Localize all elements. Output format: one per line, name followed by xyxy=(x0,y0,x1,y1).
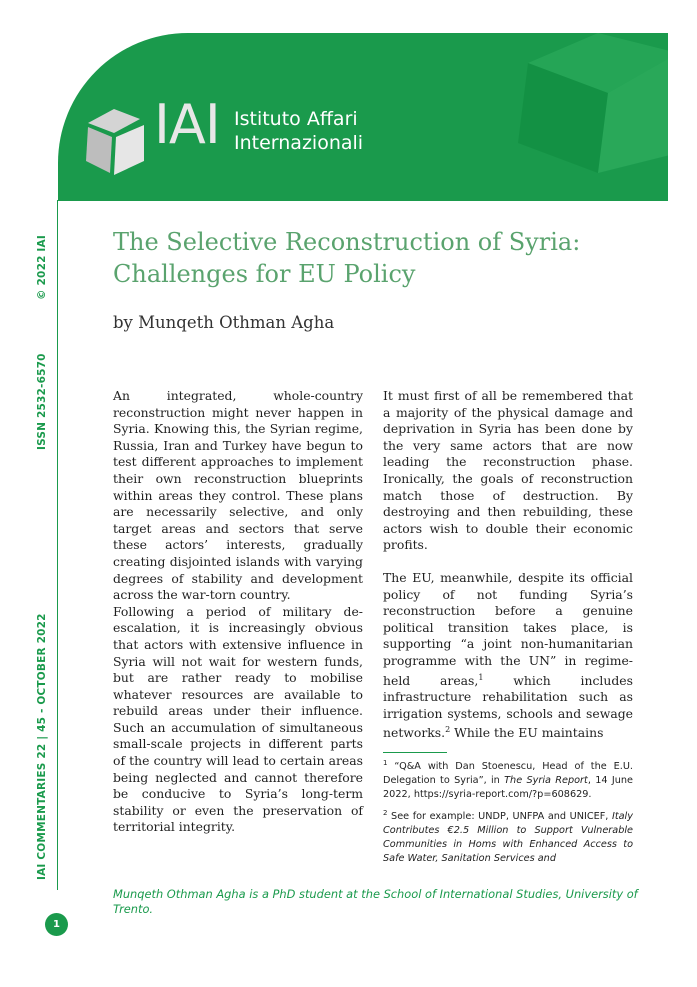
iai-cube-logo-icon xyxy=(84,105,150,177)
footnote-number: 1 xyxy=(383,759,388,767)
author-bio: Munqeth Othman Agha is a PhD student at the School of International Studies, University of Trento. xyxy=(113,887,638,916)
footnote-text: See for example: UNDP, UNFPA and UNICEF, xyxy=(387,811,612,823)
footnote-ref-2[interactable]: 2 xyxy=(445,725,451,735)
footnote-number: 2 xyxy=(383,809,388,818)
body-column-right xyxy=(383,388,633,758)
logo-abbreviation: IAI xyxy=(154,93,220,156)
paragraph: An integrated, whole-country reconstruction might never happen in Syria. Knowing this, the Syrian regime, Russia, Iran and Turkey have begun to test different approaches to implement their own reconstruction blueprints within areas they control. These plans are necessarily selective, and only target areas and sectors that serve these actors’ interests, gradually creating disjointed islands with varying degrees of stability and development across the war-torn country. xyxy=(113,388,363,603)
series-label: IAI COMMENTARIES 22 | 45 - OCTOBER 2022 xyxy=(36,613,48,880)
footnote-title: Italy Contributes €2.5 Million to Support Vulnerable Communities in Homs with Enhanced Access to Safe Water, Sanitation Services and xyxy=(383,811,633,865)
article-author: by Munqeth Othman Agha xyxy=(113,313,335,332)
paragraph xyxy=(383,570,633,742)
footnote-publication: The Syria Report xyxy=(504,775,588,787)
paragraph: Following a period of military de-escalation, it is increasingly obvious that actors with extensive influence in Syria will not wait for western funds, but are rather ready to mobilise whatever resources are available to rebuild areas under their influence. Such an accumulation of simultaneous small-scale projects in different parts of the country will lead to certain areas being neglected and cannot therefore be conducive to Syria’s long-term stability or even the preservation of territorial integrity. xyxy=(113,603,363,835)
margin-rule xyxy=(57,200,58,890)
page-number-badge: 1 xyxy=(45,913,68,936)
title-line-1: The Selective Reconstruction of Syria: xyxy=(113,228,581,256)
header-banner xyxy=(58,33,668,201)
footnote-1 xyxy=(383,756,633,802)
copyright-label: © 2022 IAI xyxy=(36,235,48,300)
paragraph-text: While the EU maintains xyxy=(450,725,604,741)
paragraph-text: The EU, meanwhile, despite its official policy of not funding Syria’s reconstruction before a genuine political transition takes place, is supporting “a joint non-humanitarian programme with the UN” in regime-held areas, xyxy=(383,569,633,688)
logo-institute-name xyxy=(234,107,363,155)
decorative-cube-graphic xyxy=(488,33,668,201)
logo-name-line-2: Internazionali xyxy=(234,132,364,154)
footnote-2 xyxy=(383,806,633,866)
footnote-text[interactable]: , 14 June 2022, https://syria-report.com/?p=608629. xyxy=(383,775,633,801)
paragraph: It must first of all be remembered that a majority of the physical damage and deprivation in Syria has been done by the very same actors that are now leading the reconstruction phase. Ironically, the goals of reconstruction match those of destruction. By destroying and then rebuilding, these actors wish to double their economic profits. xyxy=(383,388,633,553)
paragraph-text: which includes infrastructure rehabilitation such as irrigation systems, schools and sewage networks. xyxy=(383,672,633,741)
footnotes xyxy=(383,756,633,870)
issn-label: ISSN 2532-6570 xyxy=(36,353,48,450)
logo-name-line-1: Istituto Affari xyxy=(234,108,358,130)
footnote-divider xyxy=(383,752,447,753)
article-title xyxy=(113,226,653,290)
footnote-text: “Q&A with Dan Stoenescu, Head of the E.U. Delegation to Syria”, in xyxy=(383,761,633,787)
body-column-left xyxy=(113,388,363,836)
footnote-ref-1[interactable]: 1 xyxy=(478,672,484,682)
title-line-2: Challenges for EU Policy xyxy=(113,260,416,288)
